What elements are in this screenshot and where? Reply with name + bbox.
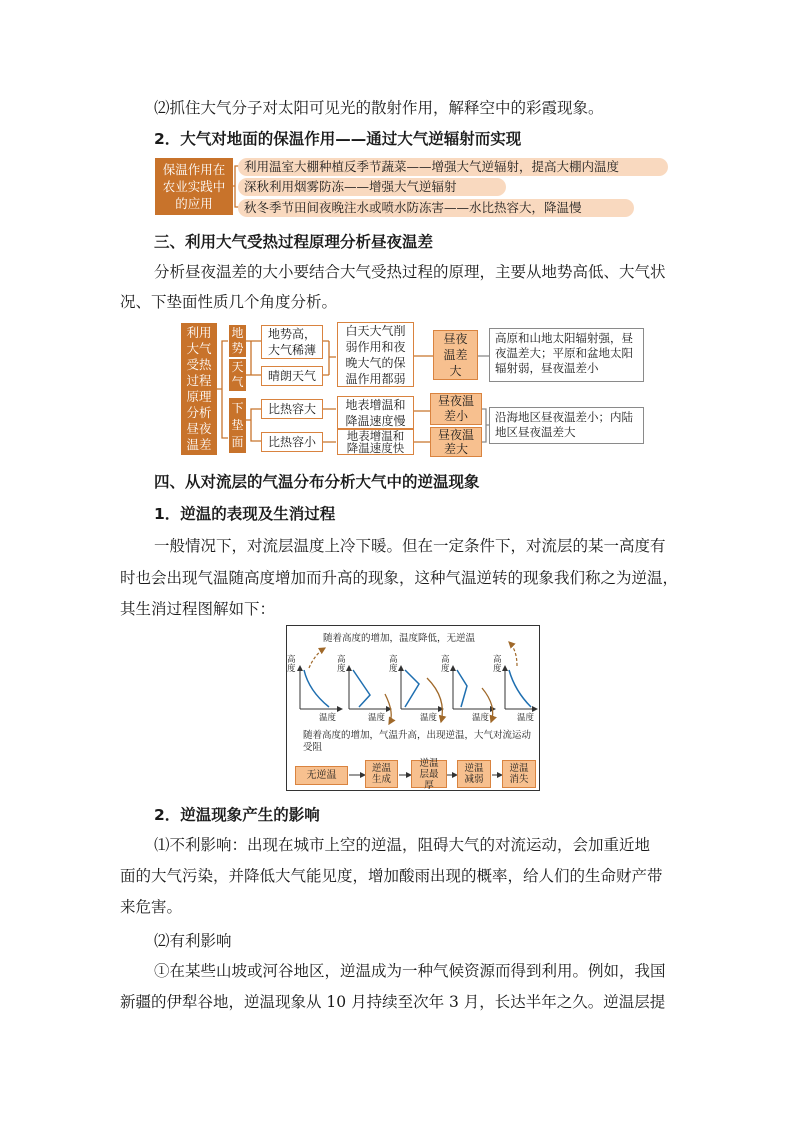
para-3a: 分析昼夜温差的大小要结合大气受热过程的原理，主要从地势高低、大气状 (154, 263, 666, 281)
clear-weather-box: 晴朗天气 (261, 366, 323, 386)
insulation-row-1: 利用温室大棚种植反季节蔬菜——增强大气逆辐射，提高大棚内温度 (238, 158, 668, 176)
para-line1: ⑵抓住大气分子对太阳可见光的散射作用，解释空中的彩霞现象。 (154, 99, 604, 117)
step-thickest: 逆温层最厚 (411, 760, 447, 788)
underlying-label: 下垫面 (229, 398, 246, 453)
step-weakening: 逆温减弱 (457, 760, 491, 788)
y-label-5: 高度 (493, 655, 502, 674)
fast-change-box: 地表增温和降温速度快 (337, 429, 414, 455)
top-note: 随着高度的增加，温度降低，无逆温 (323, 633, 476, 644)
para-5b: 面的大气污染，并降低大气能见度，增加酸雨出现的概率，给人们的生命财产带 (120, 867, 663, 885)
heading-4: 四、从对流层的气温分布分析大气中的逆温现象 (154, 473, 480, 491)
y-label-1: 高度 (287, 655, 296, 674)
para-6: ⑵有利影响 (154, 932, 232, 950)
connectors-mid (323, 323, 337, 457)
insulation-row-2: 深秋利用烟雾防冻——增强大气逆辐射 (238, 178, 506, 196)
high-heat-capacity-box: 比热容大 (261, 399, 323, 419)
insulation-row-3: 秋冬季节田间夜晚注水或喷水防冻害——水比热容大，降温慢 (238, 199, 634, 217)
high-terrain-box: 地势高，大气稀薄 (261, 325, 323, 359)
mid-note: 随着高度的增加，气温升高，出现逆温，大气对流运动受阻 (303, 730, 532, 753)
para-3b: 况、下垫面性质几个角度分析。 (120, 293, 338, 311)
inversion-diagram (286, 625, 540, 791)
surface-explanation: 沿海地区昼夜温差小；内陆地区昼夜温差大 (489, 407, 644, 444)
x-label-5: 温度 (517, 713, 535, 723)
para-4b: 时也会出现气温随高度增加而升高的现象，这种气温逆转的现象我们称之为逆温， (120, 569, 679, 587)
para-4a: 一般情况下，对流层温度上冷下暖。但在一定条件下，对流层的某一高度有 (154, 537, 666, 555)
x-label-1: 温度 (319, 713, 337, 723)
large-range-box-2: 昼夜温差大 (430, 427, 482, 457)
small-range-box: 昼夜温差小 (430, 393, 482, 425)
step-no-inversion: 无逆温 (295, 766, 348, 785)
terrain-explanation: 高原和山地太阳辐射强，昼夜温差大；平原和盆地太阳辐射弱，昼夜温差小 (489, 328, 644, 382)
para-5c: 来危害。 (120, 898, 183, 916)
x-label-2: 温度 (368, 713, 386, 723)
heading-3: 三、利用大气受热过程原理分析昼夜温差 (154, 233, 434, 251)
x-label-3: 温度 (420, 713, 438, 723)
slow-change-box: 地表增温和降温速度慢 (337, 396, 414, 429)
terrain-label: 地势 (229, 325, 246, 357)
x-label-4: 温度 (472, 713, 490, 723)
large-range-box-1: 昼夜温差大 (433, 330, 478, 380)
title-bracket (217, 323, 229, 455)
para-5a: ⑴不利影响：出现在城市上空的逆温，阻碍大气的对流运动，会加重近地 (154, 836, 651, 854)
atmosphere-effect-box: 白天大气削弱作用和夜晚大气的保温作用都弱 (337, 322, 414, 387)
para-4c: 其生消过程图解如下： (120, 600, 276, 618)
heading-4-1: 1．逆温的表现及生消过程 (154, 505, 336, 523)
heading-2: 2．大气对地面的保温作用——通过大气逆辐射而实现 (154, 130, 522, 148)
y-label-4: 高度 (441, 655, 450, 674)
weather-label: 天气 (229, 359, 246, 391)
step-disappearing: 逆温消失 (502, 760, 536, 788)
insulation-label: 保温作用在农业实践中的应用 (155, 158, 233, 215)
para-7a: ①在某些山坡或河谷地区，逆温成为一种气候资源而得到利用。例如，我国 (154, 962, 666, 980)
temp-range-title: 利用大气受热过程原理分析昼夜温差 (181, 323, 217, 455)
para-7b: 新疆的伊犁谷地，逆温现象从 10 月持续至次年 3 月，长达半年之久。逆温层提 (120, 993, 666, 1011)
low-heat-capacity-box: 比热容小 (261, 432, 323, 452)
y-label-2: 高度 (337, 655, 346, 674)
step-forming: 逆温生成 (365, 760, 398, 788)
y-label-3: 高度 (389, 655, 398, 674)
connectors-left (246, 323, 262, 457)
heading-4-2: 2．逆温现象产生的影响 (154, 806, 320, 824)
